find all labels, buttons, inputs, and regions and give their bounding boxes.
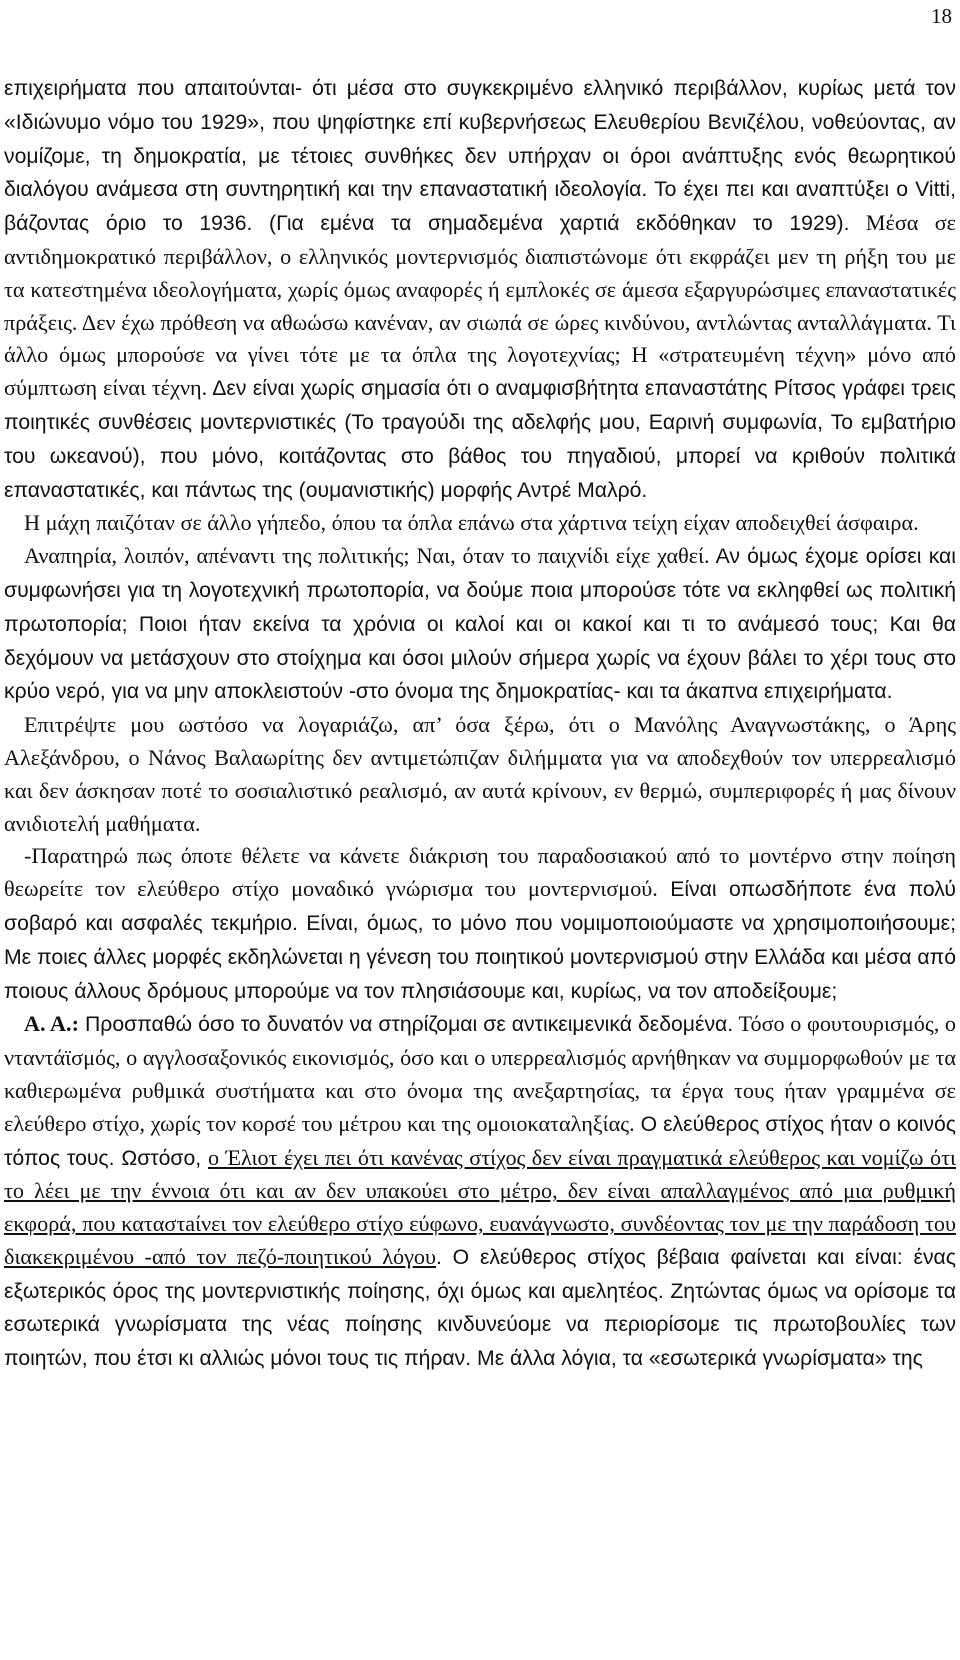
paragraph-3-part-b: Αν όμως έχομε ορίσει και συμφωνήσει για τη λογοτεχνική πρωτοπορία, να δούμε ποια μπορούσε τότε να εκληφθεί ως πολιτική πρωτοπορία; Ποιοι ήταν εκείνα τα χρόνια οι καλοί και οι κακοί και τι το ανάμεσό τους; Και θα δεχόμουν να μετάσχουν στο στοίχημα και όσοι μιλούν σήμερα χωρίς να έχουν βάλει το χέρι τους στο κρύο νερό, για να μην αποκλειστούν -στο όνομα της δημοκρατίας- και τα άκαπνα επιχειρήματα. [4, 545, 956, 704]
paragraph-4 [4, 709, 956, 840]
paragraph-1 [4, 72, 956, 507]
paragraph-1-part-a: επιχειρήματα που απαιτούνται- ότι μέσα στο συγκεκριμένο ελληνικό περιβάλλον, κυρίως μετά τον «Ιδιώνυμο νόμο του 1929», που ψηφίστηκε επί κυβερνήσεως Ελευθερίου Βενιζέλου, νοθεύοντας, αν νομίζομε, τη δημοκρατία, με τέτοιες συνθήκες δεν υπήρχαν οι όροι ανάπτυξης ενός θεωρητικού διαλόγου ανάμεσα στη συντηρητική και την επαναστατική ιδεολογία. Το έχει πει και αναπτύξει ο Vitti, βάζοντας όριο το 1936. (Για εμένα τα σημαδεμένα χαρτιά εκδόθηκαν το 1929). [4, 77, 956, 236]
paragraph-5-part-a: -Παρατηρώ πως όποτε θέλετε να κάνετε διάκριση του παραδοσιακού από το μοντέρνο στην ποίηση θεωρείτε τον ελεύθερο στίχο μοναδικό γνώρισμα του μοντερνισμού. [4, 843, 956, 902]
paragraph-6 [4, 1008, 956, 1376]
paragraph-5-part-b: Είναι οπωσδήποτε ένα πολύ σοβαρό και ασφαλές τεκμήριο. Είναι, όμως, το μόνο που νομιμοποιούμαστε να χρησιμοποιήσουμε; Με ποιες άλλες μορφές εκδηλώνεται η γένεση του ποιητικού μοντερνισμού στην Ελλάδα και μέσα από ποιους άλλους δρόμους μπορούμε να τον πλησιάσουμε και, κυρίως, να τον αποδείξουμε; [4, 878, 956, 1003]
paragraph-2 [4, 507, 956, 540]
page-number: 18 [931, 4, 952, 28]
underlined-quote: ο Έλιοτ έχει πει ότι κανένας στίχος δεν είναι πραγματικά ελεύθερος και νομίζω ότι το λέει με την έννοια ότι και αν δεν υπακούει στο μέτρο, δεν είναι απαλλαγμένος από μια ρυθμική εκφορά, που καταστaίνει τον ελεύθερο στίχο εύφωνο, ευανάγνωστο, συνδέοντας τον με την παράδοση του διακεκριμένου -από τον πεζό-ποιητικού λόγου [4, 1144, 956, 1269]
document-body [4, 72, 956, 1376]
speaker-label: Α. Α.: [24, 1011, 79, 1037]
paragraph-3-part-a: Αναπηρία, λοιπόν, απέναντι της πολιτικής; Ναι, όταν το παιχνίδι είχε χαθεί. [24, 543, 710, 569]
paragraph-6-part-a: Προσπαθώ όσο το δυνατόν να στηρίζομαι σε αντικειμενικά δεδομένα. [78, 1013, 734, 1037]
paragraph-5 [4, 840, 956, 1008]
paragraph-2-text: Η μάχη παιζόταν σε άλλο γήπεδο, όπου τα όπλα επάνω στα χάρτινα τείχη είχαν αποδειχθεί άσφαιρα. [24, 510, 919, 536]
paragraph-6-part-c: Ο ελεύθερος στίχος ήταν ο κοινός τόπος τους. Ωστόσο, [4, 1112, 956, 1170]
paragraph-4-text: Επιτρέψτε μου ωστόσο να λογαριάζω, απ’ όσα ξέρω, ότι ο Μανόλης Αναγνωστάκης, ο Άρης Αλεξάνδρου, ο Νάνος Βαλαωρίτης δεν αντιμετώπιζαν διλήμματα για να αποδεχθούν τον υπερρεαλισμό και δεν άσκησαν ποτέ το σοσιαλιστικό ρεαλισμό, αν αυτά κρίνουν, εν θερμώ, συμπεριφορές ή μας δίνουν ανιδιοτελή μαθήματα. [4, 712, 956, 836]
paragraph-1-part-c: Δεν είναι χωρίς σημασία ότι ο αναμφισβήτητα επαναστάτης Ρίτσος γράφει τρεις ποιητικές συνθέσεις μοντερνιστικές (Το τραγούδι της αδελφής μου, Εαρινή συμφωνία, Το εμβατήριο του ωκεανού), που μόνο, κοιτάζοντας στο βάθος του πηγαδιού, μπορεί να κριθούν πολιτικά επαναστατικές, και πάντως της (ουμανιστικής) μορφής Αντρέ Μαλρό. [4, 377, 956, 502]
paragraph-1-part-b: Μέσα σε αντιδημοκρατικό περιβάλλον, ο ελληνικός μοντερνισμός διαπιστώνομε ότι εκφράζει μεν τη ρήξη του με τα κατεστημένα ιδεολογήματα, χωρίς όμως αναφορές ή εμπλοκές σε άμεσα εξαργυρώσιμες επαναστατικές πράξεις. Δεν έχω πρόθεση να αθωώσω κανέναν, αν σιωπά σε ώρες κινδύνου, αντλώντας ανταλλάγματα. Τι άλλο όμως μπορούσε να γίνει τότε με τα όπλα της λογοτεχνίας; Η «στρατευμένη τέχνη» μόνο από σύμπτωση είναι τέχνη. [4, 210, 956, 401]
paragraph-6-part-e: . Ο ελεύθερος στίχος βέβαια φαίνεται και είναι: ένας εξωτερικός όρος της μοντερνιστικής ποίησης, όχι όμως και αμελητέος. Ζητώντας όμως να ορίσομε τα εσωτερικά γνωρίσματα της νέας ποίησης κινδυνεύομε να περιορίσομε τις πρωτοβουλίες των ποιητών, που έτσι κι αλλιώς μόνοι τους τις πήραν. Με άλλα λόγια, τα «εσωτερικά γνωρίσματα» της [4, 1245, 957, 1371]
paragraph-6-part-b: Τόσο ο φουτουρισμός, ο νταντάϊσμός, ο αγγλοσαξονικός εικονισμός, όσο και ο υπερρεαλισμός αρνήθηκαν να συμμορφωθούν με τα καθιερωμένα ρυθμικά συστήματα και στο όνομα της ανεξαρτησίας, τα έργα τους ήταν γραμμένα σε ελεύθερο στίχο, χωρίς τον κορσέ του μέτρου και της ομοιοκαταληξίας. [4, 1011, 956, 1136]
paragraph-3 [4, 540, 956, 709]
